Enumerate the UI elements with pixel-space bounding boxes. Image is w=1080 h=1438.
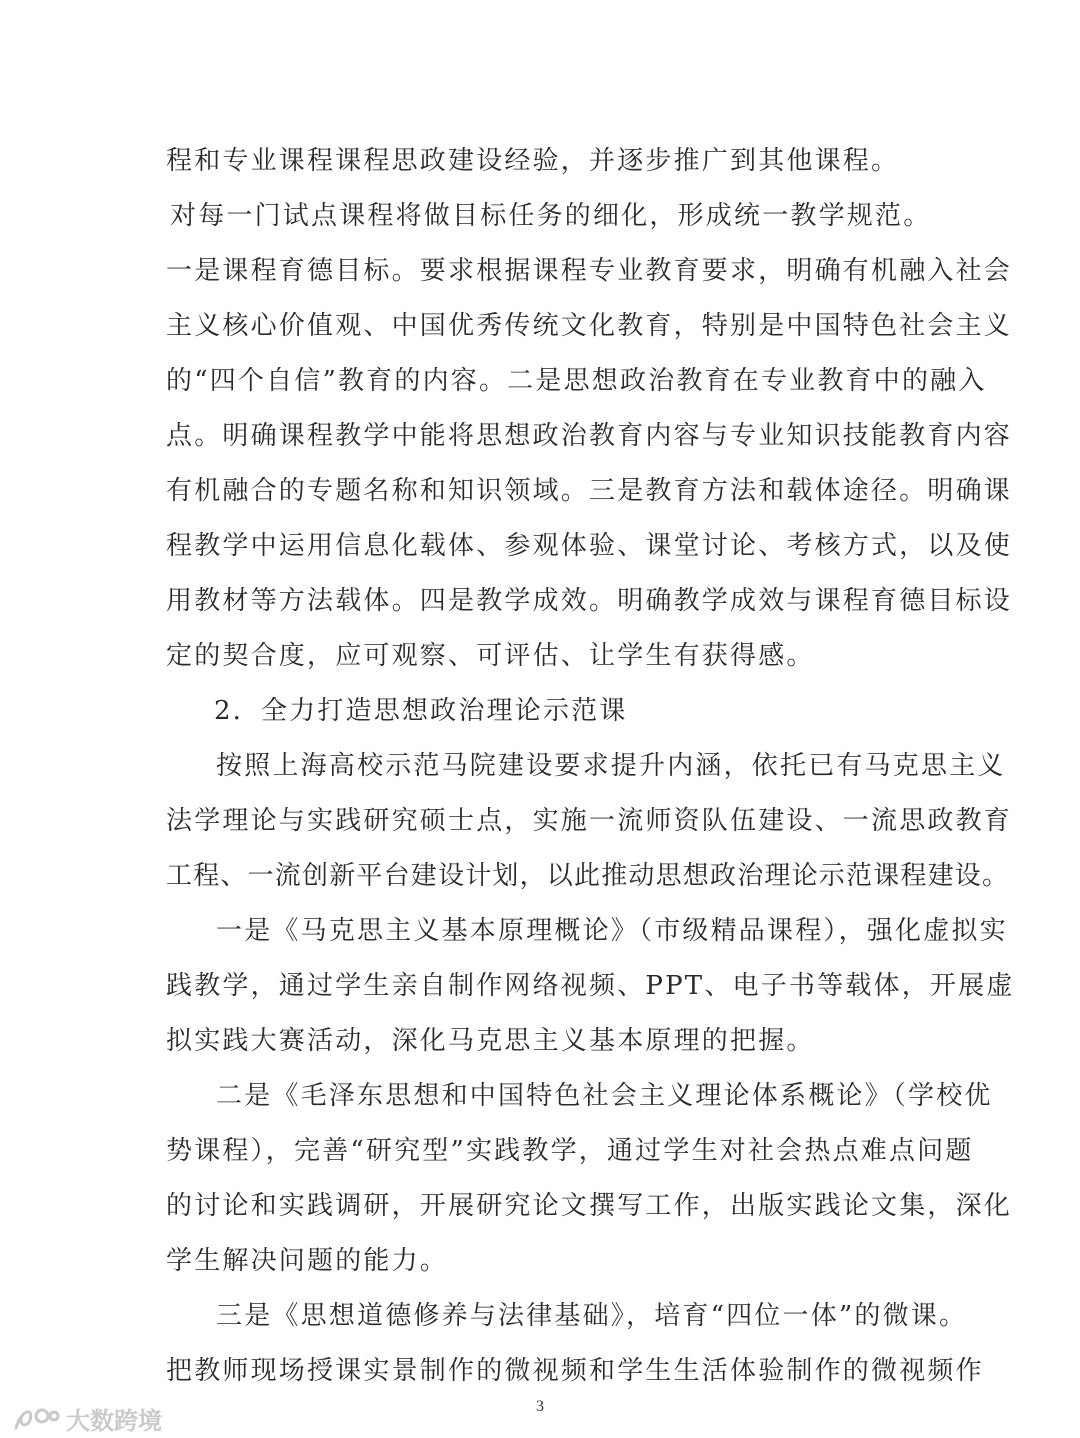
page-number: 3: [536, 1398, 544, 1415]
paragraph-line: 定的契合度，应可观察、可评估、让学生有获得感。: [166, 641, 815, 671]
paragraph-line: 三是《思想道德修养与法律基础》，培育“四位一体”的微课。: [216, 1301, 968, 1331]
paragraph-line: 拟实践大赛活动，深化马克思主义基本原理的把握。: [166, 1026, 815, 1056]
paragraph-line: 法学理论与实践研究硕士点，实施一流师资队伍建设、一流思政教育: [166, 806, 1013, 836]
paragraph-line: 二是《毛泽东思想和中国特色社会主义理论体系概论》（学校优: [216, 1081, 993, 1111]
watermark-text: 大数跨境: [66, 1406, 162, 1435]
paragraph-line: 有机融合的专题名称和知识领域。三是教育方法和载体途径。明确课: [166, 476, 1013, 506]
paragraph-line: 把教师现场授课实景制作的微视频和学生生活体验制作的微视频作: [166, 1356, 984, 1386]
paragraph-line: 对每一门试点课程将做目标任务的细化，形成统一教学规范。: [170, 201, 932, 231]
section-heading: 2．全力打造思想政治理论示范课: [214, 696, 628, 726]
paragraph-line: 按照上海高校示范马院建设要求提升内涵，依托已有马克思主义: [216, 751, 1006, 781]
paragraph-line: 用教材等方法载体。四是教学成效。明确教学成效与课程育德目标设: [166, 586, 1013, 616]
paragraph-line: 程教学中运用信息化载体、参观体验、课堂讨论、考核方式，以及使: [166, 531, 1013, 561]
paragraph-line: 一是课程育德目标。要求根据课程专业教育要求，明确有机融入社会: [166, 256, 1013, 286]
paragraph-line: 的“四个自信”教育的内容。二是思想政治教育在专业教育中的融入: [166, 366, 987, 396]
paragraph-line: 学生解决问题的能力。: [166, 1246, 449, 1276]
paragraph-line: 的讨论和实践调研，开展研究论文撰写工作，出版实践论文集，深化: [166, 1191, 1013, 1221]
watermark-logo-icon: [12, 1404, 60, 1432]
paragraph-line: 势课程），完善“研究型”实践教学，通过学生对社会热点难点问题: [166, 1136, 974, 1166]
watermark: [12, 1398, 162, 1438]
paragraph-line: 工程、一流创新平台建设计划，以此推动思想政治理论示范课程建设。: [166, 861, 1010, 891]
paragraph-line: 一是《马克思主义基本原理概论》（市级精品课程），强化虚拟实: [216, 916, 1008, 946]
paragraph-line: 践教学，通过学生亲自制作网络视频、PPT、电子书等载体，开展虚: [166, 971, 1015, 1001]
paragraph-line: 点。明确课程教学中能将思想政治教育内容与专业知识技能教育内容: [166, 421, 1013, 451]
paragraph-line: 程和专业课程课程思政建设经验，并逐步推广到其他课程。: [166, 146, 900, 176]
paragraph-line: 主义核心价值观、中国优秀传统文化教育，特别是中国特色社会主义: [166, 311, 1013, 341]
